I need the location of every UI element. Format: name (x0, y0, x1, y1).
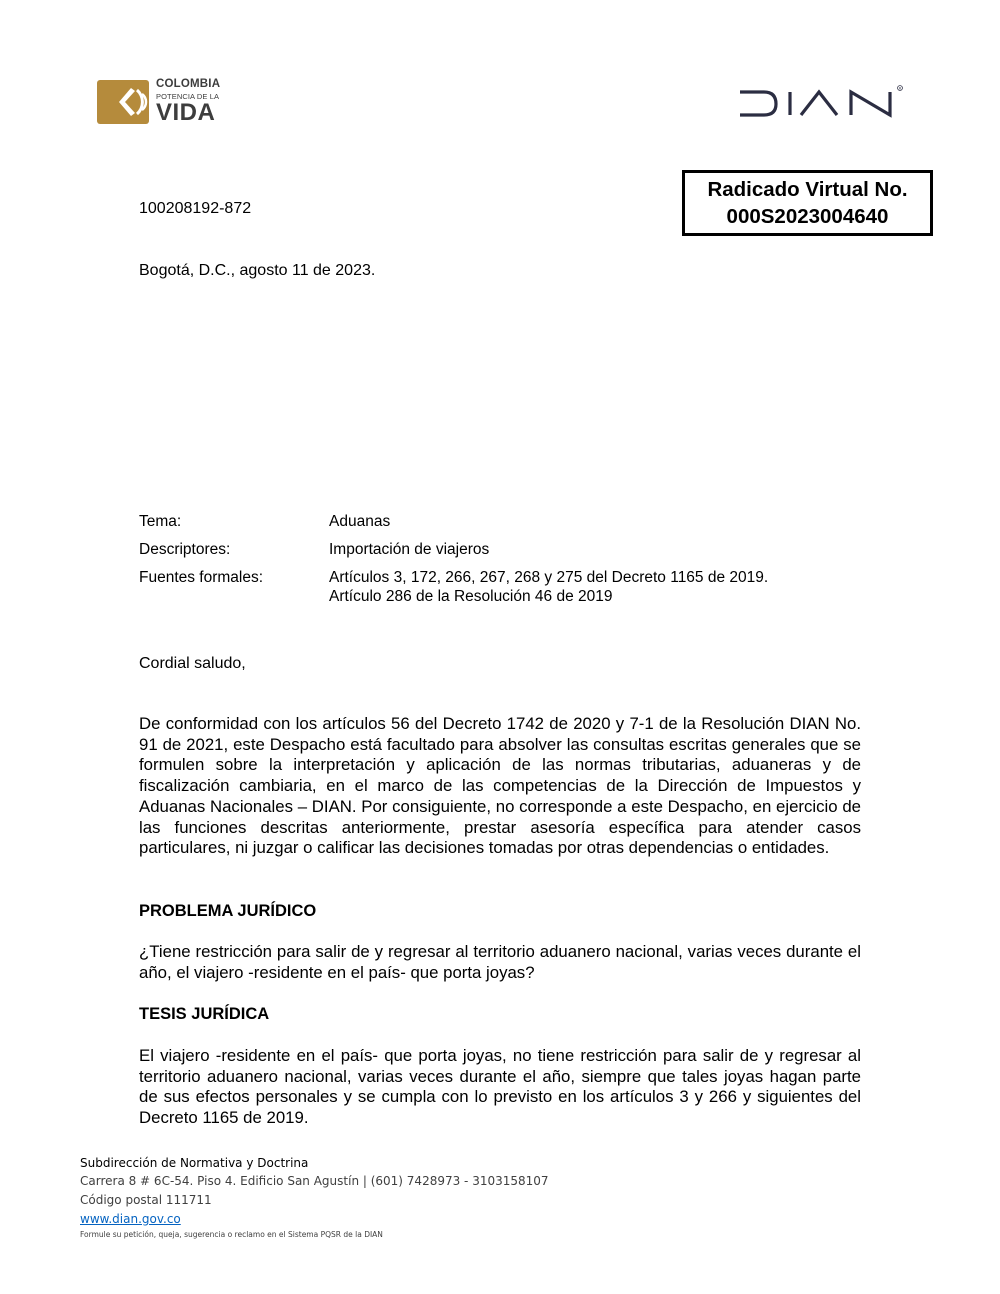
meta-value-fuentes-line2: Artículo 286 de la Resolución 46 de 2019 (329, 588, 613, 605)
greeting: Cordial saludo, (139, 655, 246, 672)
tesis-juridica-heading: TESIS JURÍDICA (139, 1005, 270, 1023)
footer (80, 1154, 549, 1241)
dian-wordmark-icon (738, 84, 906, 124)
footer-office: Subdirección de Normativa y Doctrina (80, 1156, 309, 1170)
meta-label-descriptores: Descriptores: (139, 541, 231, 558)
radicado-number: 000S2023004640 (726, 205, 889, 228)
tesis-juridica-paragraph: El viajero -residente en el país- que porta joyas, no tiene restricción para salir de y regresar al territorio aduanero nacional, varias veces durante el año, siempre que tales joyas hagan parte de sus efectos personales y se cumpla con lo previsto en los artículos 3 y 266 y siguientes del Decreto 1165 de 2019. (139, 1046, 861, 1128)
date-line: Bogotá, D.C., agosto 11 de 2023. (139, 262, 376, 279)
problema-juridico-heading: PROBLEMA JURÍDICO (139, 902, 317, 920)
footer-address: Carrera 8 # 6C-54. Piso 4. Edificio San Agustín | (601) 7428973 - 3103158107 (80, 1174, 549, 1188)
colombia-potencia-de-la-vida-logo (97, 78, 237, 128)
logo-line-vida: VIDA (156, 99, 216, 126)
colombia-emblem-icon (97, 78, 155, 126)
meta-value-fuentes-line1: Artículos 3, 172, 266, 267, 268 y 275 del Decreto 1165 de 2019. (329, 569, 769, 586)
meta-label-fuentes: Fuentes formales: (139, 569, 264, 586)
radicado-label: Radicado Virtual No. (707, 178, 908, 201)
radicado-box (682, 170, 933, 236)
svg-text:R: R (898, 86, 902, 91)
meta-value-tema: Aduanas (329, 513, 391, 530)
footer-pqsr-note: Formule su petición, queja, sugerencia o reclamo en el Sistema PQSR de la DIAN (80, 1230, 383, 1239)
dian-logo (738, 84, 906, 124)
meta-label-tema: Tema: (139, 513, 182, 530)
footer-postal-code: Código postal 111711 (80, 1193, 212, 1207)
problema-juridico-paragraph: ¿Tiene restricción para salir de y regresar al territorio aduanero nacional, varias veces durante el año, el viajero -residente en el país- que porta joyas? (139, 942, 861, 982)
meta-value-descriptores: Importación de viajeros (329, 541, 490, 558)
logo-line-potencia: POTENCIA DE LA (156, 92, 220, 101)
reference-number: 100208192-872 (139, 200, 252, 217)
logo-line-colombia: COLOMBIA (156, 78, 221, 90)
footer-website-link[interactable]: www.dian.gov.co (80, 1212, 181, 1226)
intro-paragraph: De conformidad con los artículos 56 del Decreto 1742 de 2020 y 7-1 de la Resolución DIAN No. 91 de 2021, este Despacho está facultado para absolver las consultas escritas generales que se formulen sobre la interpretación y aplicación de las normas tributarias, aduaneras y de fiscalización cambiaria, en el marco de las competencias de la Dirección de Impuestos y Aduanas Nacionales – DIAN. Por consiguiente, no corresponde a este Despacho, en ejercicio de las funciones descritas anteriormente, prestar asesoría específica para atender casos particulares, ni juzgar o calificar las decisiones tomadas por otras dependencias o entidades. (139, 714, 861, 858)
